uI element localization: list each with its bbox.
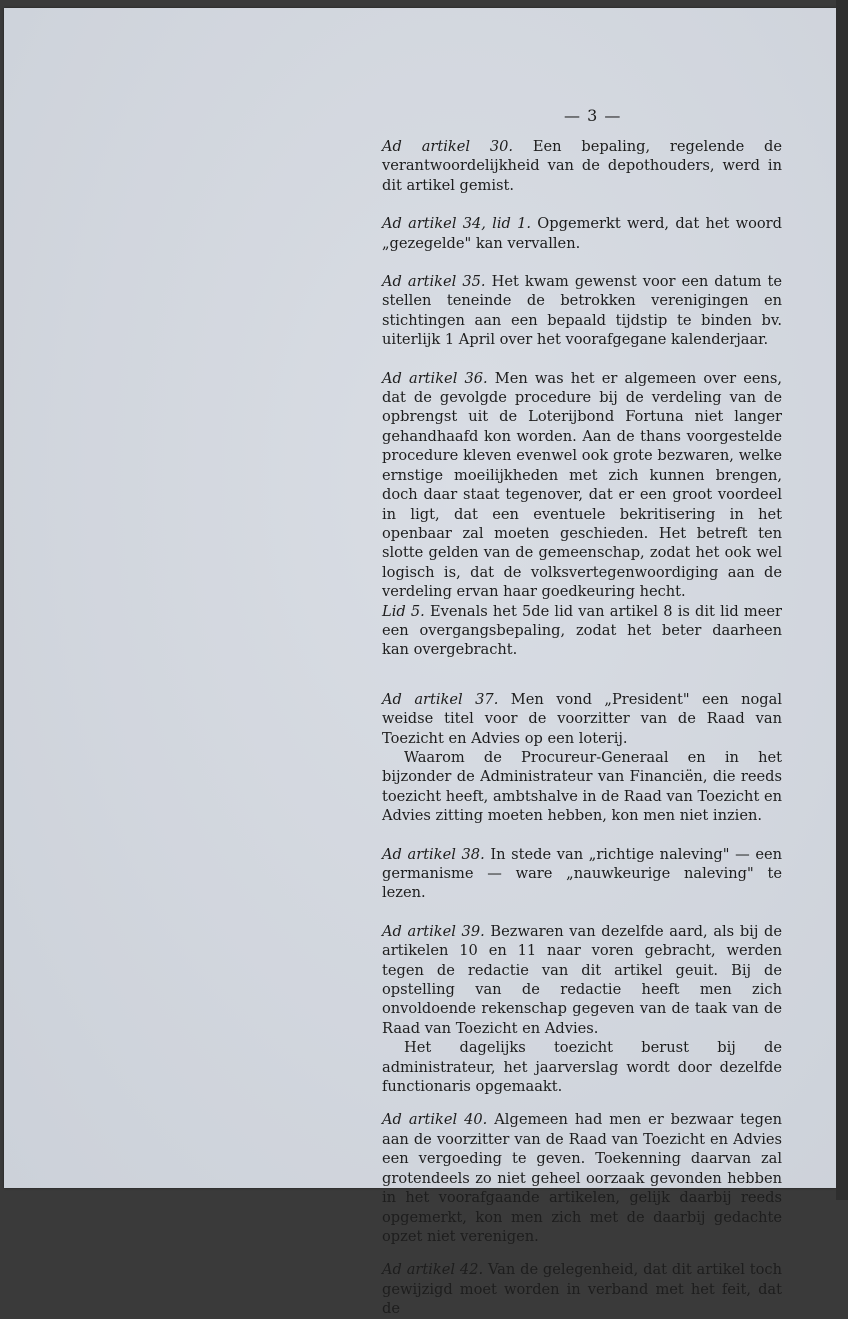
paragraph-text: Bezwaren van dezelfde aard, als bij de artikelen 10 en 11 naar voren gebracht, werden tegen de redactie van dit artikel geuit. Bij de opstelling van de redactie heeft men zich onvoldoende rekenschap gegeven van de taak van de Raad van Toezicht en Advies. xyxy=(382,922,782,1037)
paragraph-art-39 xyxy=(382,922,782,1038)
article-ref: Ad artikel 40. xyxy=(382,1111,488,1129)
paragraph-text: In stede van „richtige naleving" — een germanisme — ware „nauwkeurige naleving" te lezen. xyxy=(382,845,782,902)
article-ref: Ad artikel 34, lid 1. xyxy=(382,215,532,233)
paragraph-lid-5 xyxy=(382,602,782,660)
paragraph-text: Het kwam gewenst voor een datum te stellen teneinde de betrokken verenigingen en stichtingen aan een bepaald tijdstip te binden bv. uiterlijk 1 April over het voorafgegane kalenderjaar. xyxy=(382,273,782,349)
article-ref: Ad artikel 42. xyxy=(382,1261,484,1279)
paragraph-text: Men was het er algemeen over eens, dat de gevolgde procedure bij de verdeling van de opbrengst uit de Loterijbond Fortuna niet langer gehandhaafd kon worden. Aan de thans voorgestelde procedure kleven evenwel ook grote bezwaren, welke ernstige moeilijkheden met zich kunnen brengen, doch daar staat tegenover, dat er een groot voordeel in ligt, dat een eventuele bekritisering in het openbaar zal moeten geschieden. Het betreft ten slotte gelden van de gemeenschap, zodat het ook wel logisch is, dat de volksvertegenwoordiging aan de verdeling ervan haar goedkeuring hecht. xyxy=(382,369,782,601)
paragraph-text: Het dagelijks toezicht berust bij de administrateur, het jaarverslag wordt door dezelfde functionaris opgemaakt. xyxy=(382,1039,782,1096)
article-ref: Ad artikel 35. xyxy=(382,273,486,291)
paragraph-text: Opgemerkt werd, dat het woord „gezegelde" kan vervallen. xyxy=(382,215,782,252)
paragraph-text: Een bepaling, regelende de verantwoordelijkheid van de depothouders, werd in dit artikel gemist. xyxy=(382,138,782,194)
page-number: — 3 — xyxy=(564,106,622,125)
article-ref: Ad artikel 37. xyxy=(382,690,499,708)
paragraph-art-36 xyxy=(382,369,782,602)
paragraph-art-30 xyxy=(382,137,782,195)
document-page xyxy=(4,8,836,1318)
paragraph-art-37 xyxy=(382,690,782,748)
paragraph-art-38 xyxy=(382,845,782,903)
paragraph-art-37-cont xyxy=(382,748,782,826)
paragraph-text: Waarom de Procureur-Generaal en in het bijzonder de Administrateur van Financiën, die reeds toezicht heeft, ambtshalve in de Raad van Toezicht en Advies zitting moeten hebben, kon men niet inzien. xyxy=(382,748,782,825)
paragraph-art-40 xyxy=(382,1110,782,1246)
paragraph-art-35 xyxy=(382,272,782,350)
paragraph-text: Algemeen had men er bezwaar tegen aan de voorzitter van de Raad van Toezicht en Advies een vergoeding te geven. Toekenning daarvan zal grotendeels zo niet geheel oorzaak gevonden hebben in het voorafgaande artikelen, gelijk daarbij reeds opgemerkt, kon men zich met de daarbij gedachte opzet niet verenigen. xyxy=(382,1111,782,1245)
article-ref: Lid 5. xyxy=(382,602,425,620)
article-ref: Ad artikel 30. xyxy=(382,138,514,155)
article-ref: Ad artikel 36. xyxy=(382,369,488,387)
paragraph-text: Van de gelegenheid, dat dit artikel toch gewijzigd moet worden in verband met het feit, dat de xyxy=(382,1261,782,1318)
paragraph-text: Evenals het 5de lid van artikel 8 is dit lid meer een overgangsbepaling, zodat het beter daarheen kan overgebracht. xyxy=(382,602,782,659)
paragraph-art-34 xyxy=(382,214,782,253)
article-ref: Ad artikel 38. xyxy=(382,845,485,863)
article-ref: Ad artikel 39. xyxy=(382,922,485,940)
scan-edge xyxy=(836,0,848,1200)
document-body xyxy=(382,137,782,1319)
paragraph-art-39-cont xyxy=(382,1038,782,1096)
paragraph-art-42 xyxy=(382,1260,782,1318)
paragraph-text: Men vond „President" een nogal weidse titel voor de voorzitter van de Raad van Toezicht en Advies op een loterij. xyxy=(382,690,782,747)
